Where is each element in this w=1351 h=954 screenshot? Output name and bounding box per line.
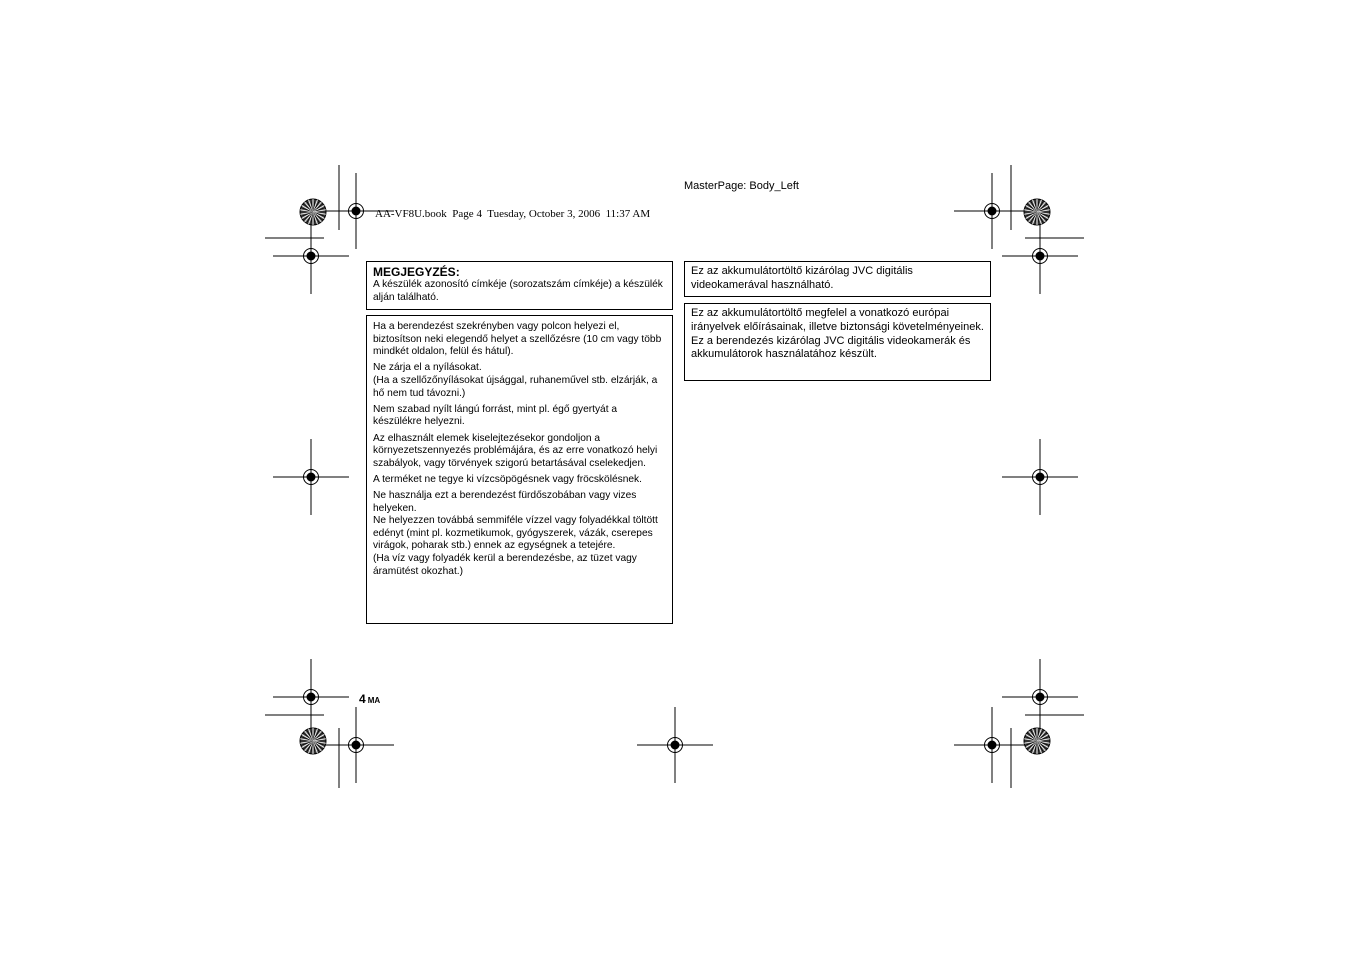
safety-paragraph: Az elhasznált elemek kiselejtezésekor gondoljon a környezetszennyezés problémájára, és az erre vonatkozó helyi szabályok, vagy törvények szigorú betartásával cselekedjen. [373,432,658,469]
registration-mark-icon [1002,659,1078,735]
note-box [366,261,673,310]
registration-mark-icon [273,659,349,735]
info-box-compliance [684,303,991,381]
starburst-target-icon [300,728,326,754]
registration-mark-icon [273,439,349,515]
safety-paragraph: (Ha a szellőzőnyílásokat újsággal, ruhaneművel stb. elzárják, a hő nem tud távozni.) [373,374,658,399]
safety-paragraph: Nem szabad nyílt lángú forrást, mint pl. égő gyertyát a készülékre helyezni. [373,403,618,428]
registration-mark-icon [637,707,713,783]
registration-mark-icon [1002,439,1078,515]
safety-paragraph: A terméket ne tegye ki vízcsöpögésnek vagy fröcskölésnek. [373,473,642,485]
registration-mark-icon [318,707,394,783]
master-page-label: MasterPage: Body_Left [684,180,799,192]
registration-mark-icon [1002,218,1078,294]
note-title: MEGJEGYZÉS: [373,265,460,279]
safety-paragraph: Ha a berendezést szekrényben vagy polcon helyezi el, biztosítson neki elegendő helyet a szellőzésre (10 cm vagy több mindkét oldalon, felül és hátul). [373,321,662,358]
info-text: Ez az akkumulátortöltő kizárólag JVC digitális videokamerával használható. [691,265,913,291]
safety-paragraph: Ne használja ezt a berendezést fürdőszobában vagy vizes helyeken. [373,490,637,514]
registration-mark-icon [273,218,349,294]
starburst-target-icon [1024,199,1050,225]
registration-mark-icon [954,707,1030,783]
info-text: Ez a berendezés kizárólag JVC digitális videokamerák és akkumulátorok használatához készült. [691,334,971,361]
safety-paragraph: Ne helyezzen továbbá semmiféle vízzel vagy folyadékkal töltött edényt (mint pl. kozmetikumok, gyógyszerek, vázák, cserepes virágok, poharak stb.) ennek az egységnek a tetejére. [373,515,658,552]
note-text: A készülék azonosító címkéje (sorozatszám címkéje) a készülék alján található. [373,279,663,303]
book-header: AA-VF8U.book Page 4 Tuesday, October 3, 2006 11:37 AM [375,208,651,220]
info-box-compatibility [684,261,991,297]
page-number-value: 4 [359,692,366,706]
page-suffix: MA [367,696,381,705]
starburst-target-icon [300,199,326,225]
registration-mark-icon [954,173,1030,249]
info-text: Ez az akkumulátortöltő megfelel a vonatkozó európai irányelvek előírásainak, illetve biztonsági követelményeinek. [691,307,984,333]
safety-paragraph: (Ha víz vagy folyadék kerül a berendezésbe, az tüzet vagy áramütést okozhat.) [373,553,637,577]
safety-box [366,315,673,624]
page-number [359,692,380,706]
safety-paragraph: Ne zárja el a nyílásokat. [373,362,482,374]
starburst-target-icon [1024,728,1050,754]
